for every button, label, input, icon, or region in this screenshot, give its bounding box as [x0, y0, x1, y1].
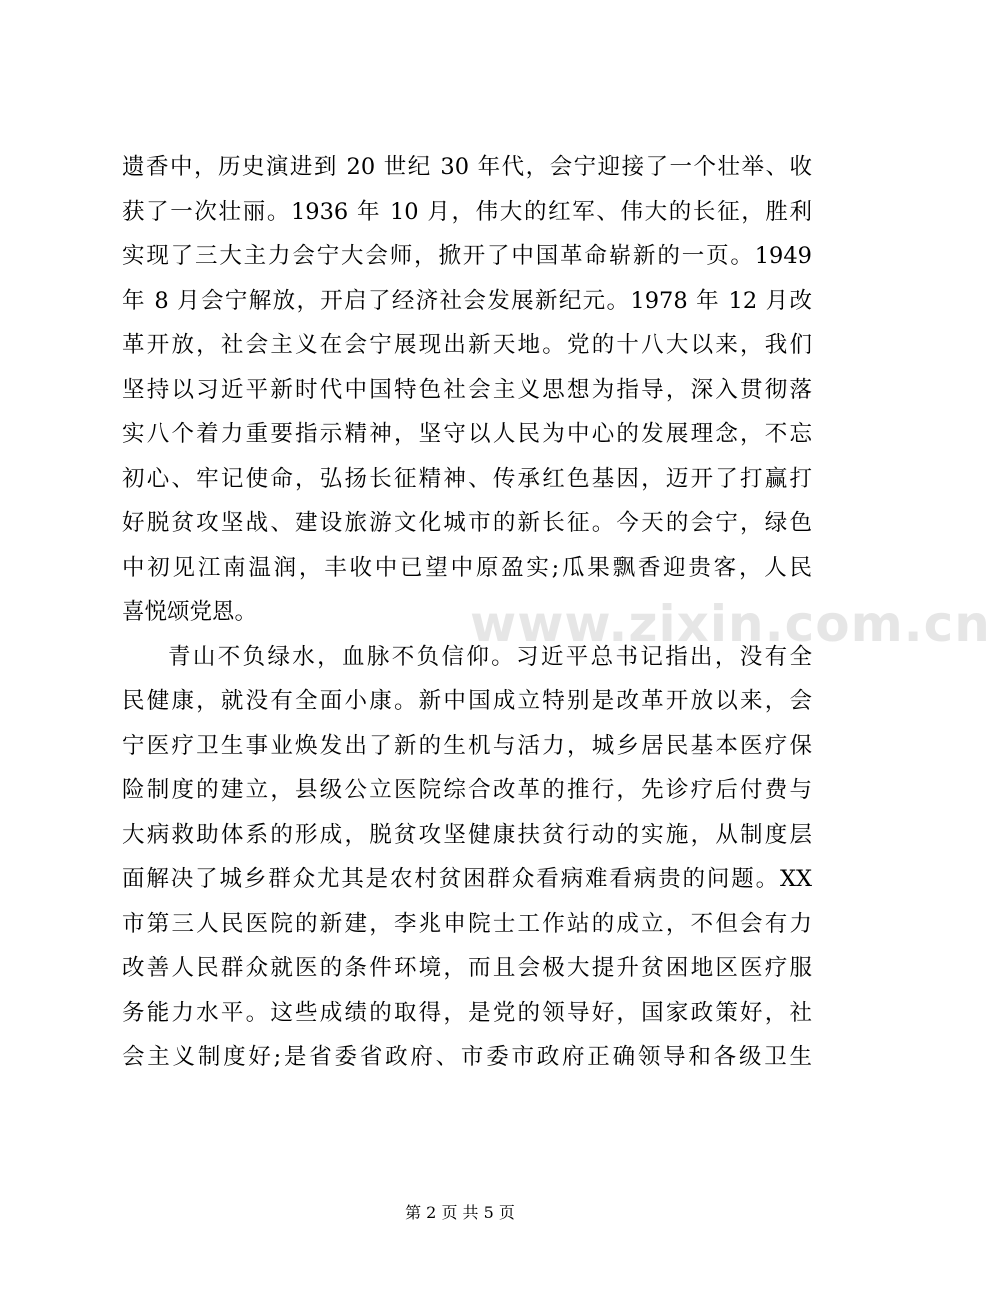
- paragraph-2-line-10: 会主义制度好;是省委省政府、市委市政府正确领导和各级卫生: [122, 1044, 812, 1070]
- paragraph-2-line-3: 宁医疗卫生事业焕发出了新的生机与活力，城乡居民基本医疗保: [122, 732, 812, 759]
- paragraph-1-line-10: 中初见江南温润，丰收中已望中原盈实;瓜果飘香迎贵客，人民: [122, 554, 812, 581]
- paragraph-1-line-11: 喜悦颂党恩。: [122, 599, 258, 625]
- paragraph-1-line-2: 获了一次壮丽。1936 年 10 月，伟大的红军、伟大的长征，胜利: [122, 198, 812, 225]
- paragraph-1-line-4: 年 8 月会宁解放，开启了经济社会发展新纪元。1978 年 12 月改: [122, 287, 812, 314]
- paragraph-1-line-6: 坚持以习近平新时代中国特色社会主义思想为指导，深入贯彻落: [122, 376, 812, 403]
- page-number-footer: 第 2 页 共 5 页: [405, 1203, 515, 1222]
- paragraph-1-line-7: 实八个着力重要指示精神，坚守以人民为中心的发展理念，不忘: [122, 421, 812, 447]
- paragraph-1-line-8: 初心、牢记使命，弘扬长征精神、传承红色基因，迈开了打赢打: [122, 465, 812, 492]
- watermark: www.zixin.com.cn: [470, 595, 991, 653]
- paragraph-1-line-1: 遗香中，历史演进到 20 世纪 30 年代，会宁迎接了一个壮举、收: [122, 154, 812, 180]
- document-body: [122, 145, 812, 1080]
- paragraph-2-line-6: 面解决了城乡群众尤其是农村贫困群众看病难看病贵的问题。XX: [122, 866, 812, 892]
- paragraph-2-line-9: 务能力水平。这些成绩的取得，是党的领导好，国家政策好，社: [122, 999, 812, 1026]
- paragraph-1-line-3: 实现了三大主力会宁大会师，掀开了中国革命崭新的一页。1949: [122, 243, 812, 269]
- paragraph-2-line-4: 险制度的建立，县级公立医院综合改革的推行，先诊疗后付费与: [122, 777, 812, 803]
- paragraph-2-line-7: 市第三人民医院的新建，李兆申院士工作站的成立，不但会有力: [122, 910, 812, 937]
- paragraph-2-line-5: 大病救助体系的形成，脱贫攻坚健康扶贫行动的实施，从制度层: [122, 821, 812, 848]
- paragraph-2-line-1: 青山不负绿水，血脉不负信仰。习近平总书记指出，没有全: [168, 643, 812, 670]
- paragraph-2-line-8: 改善人民群众就医的条件环境，而且会极大提升贫困地区医疗服: [122, 955, 812, 981]
- paragraph-1-line-5: 革开放，社会主义在会宁展现出新天地。党的十八大以来，我们: [122, 332, 812, 358]
- paragraph-1-line-9: 好脱贫攻坚战、建设旅游文化城市的新长征。今天的会宁，绿色: [122, 510, 812, 536]
- paragraph-2-line-2: 民健康，就没有全面小康。新中国成立特别是改革开放以来，会: [122, 688, 812, 714]
